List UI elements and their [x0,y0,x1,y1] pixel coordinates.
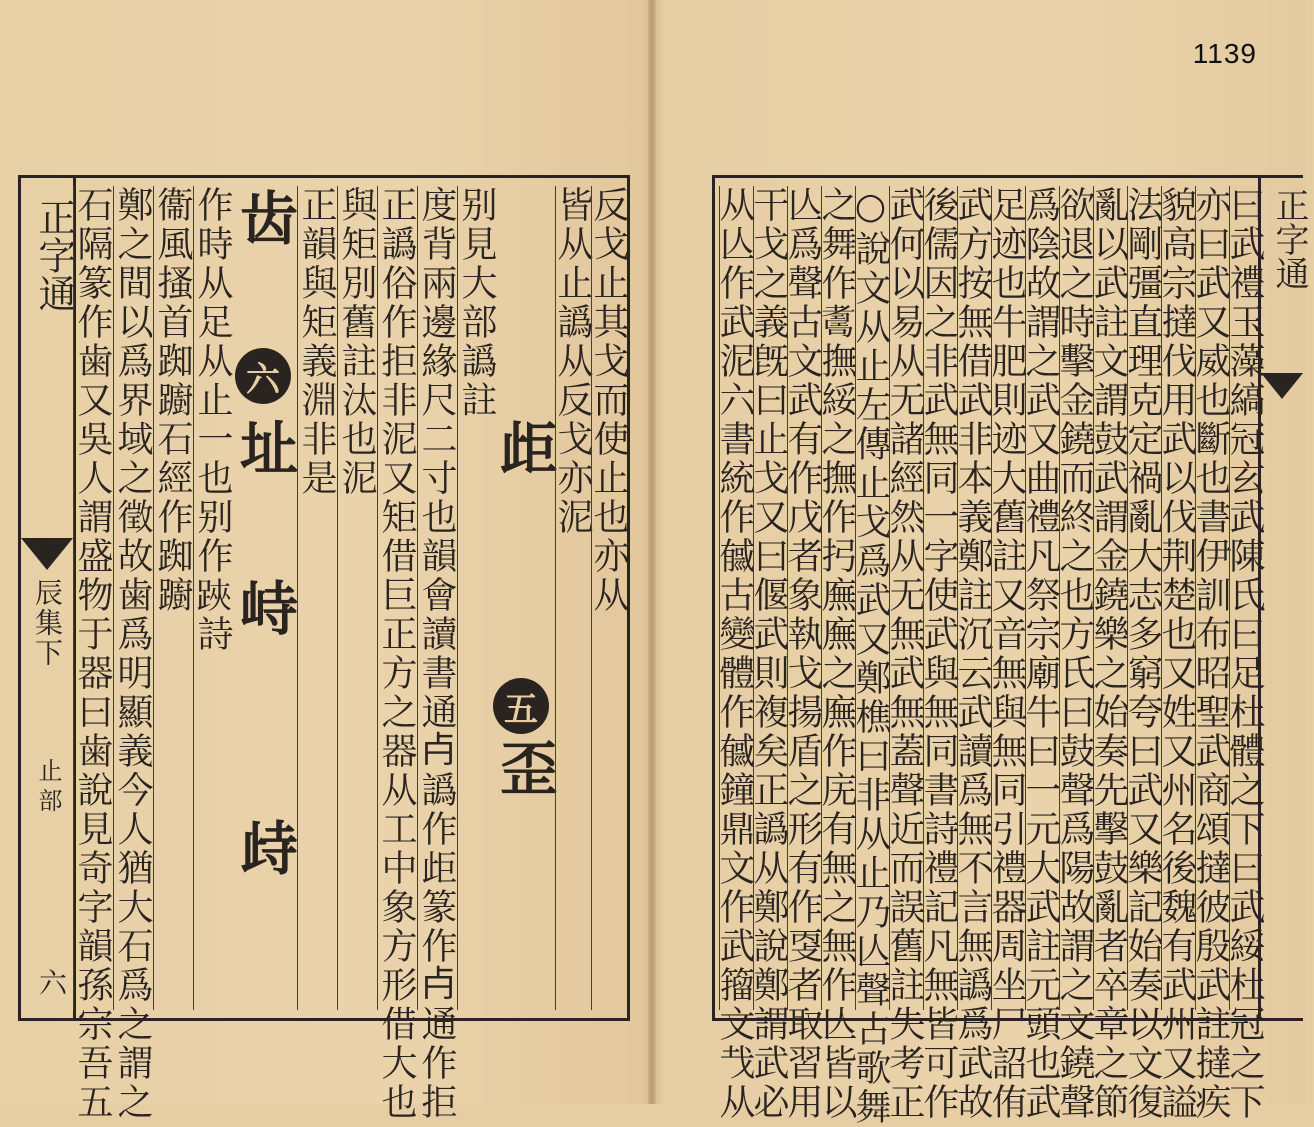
text-column: ○說文从止左傳止戈爲武又鄭樵曰非从止乃亾聲古歌舞 [850,186,891,1127]
headword: 歭 [230,818,298,886]
text-column: 干戈之義旣曰止戈又曰偃武則複矣正譌从鄭說鄭謂武必 [748,186,789,1122]
left-page-margin [21,178,76,1018]
headword: 齿 [230,188,298,256]
left-margin-folio: 六 [35,968,68,996]
text-column: 法剛彊直理克定禍亂大志多窮夸曰武又樂記始奏以文復 [1122,186,1163,1122]
left-page-frame [18,175,630,1122]
text-column: 之舞作𦓃撫綏之撫作㧈廡廡之廡作庑有無之無作亾皆以 [816,186,857,1122]
text-column: 石隔篆作歯又吳人謂盛物于器曰歯說見奇字韻孫宗吾五 [72,186,113,1122]
right-page-margin [1258,178,1309,1018]
text-column: 正韻與矩義淵非是 [297,186,334,1010]
fishtail-mark [1261,373,1303,399]
text-column: 足迹也牛肥則迹大舊註又音無與無同引禮器周坐尸詔侑 [986,186,1027,1122]
text-column: 爲陰故謂之武又曲禮凡祭宗廟牛曰一元大武註元頭也武 [1020,186,1061,1122]
text-column: 度背兩邊緣尺二寸也韻會讀書通𣦵譌作歫篆作𣦵通作拒 [416,186,457,1122]
text-column: 皆从止譌从反戈亦泥 [555,186,590,1010]
text-column: 欲退之時擊金鐃而終之也方氏曰鼓聲爲陽故謂之文鐃聲 [1054,186,1095,1122]
page-number: 1139 [1192,38,1257,69]
text-column: 别見大部譌註 [457,186,494,1010]
text-column: 曰武禮玉藻縞冠玄武陳氏曰足杜體之下曰武綏杜冠之下 [1224,186,1265,1122]
left-margin-part: 止部 [34,758,62,818]
book-gutter [648,0,656,1104]
text-column: 亦曰武又威也斷也書伊訓布昭聖武商頌撻彼殷武註撻疾 [1190,186,1231,1122]
section-circle-mark: 五 [493,678,549,734]
text-column: 武何以易从无諸經然从无無武無蓋聲近而誤舊註失考正 [884,186,925,1122]
left-margin-title: 正字通 [32,198,76,312]
text-column: 亂以武註文謂鼓武謂金鐃樂之始奏先擊鼓亂者卒章之節 [1088,186,1129,1122]
fishtail-mark [21,538,73,570]
text-column: 反戈止其戈而使止也亦从 [591,186,626,1010]
headword: 歪 [490,738,558,806]
text-column: 貌高宗撻伐用武以伐荆楚也又姓又州名後魏有武州又謚 [1156,186,1197,1122]
text-column: 从亾作武泥六書統作㦽古變體作㦽鐘鼎文作武籀文𢦏从 [714,186,755,1122]
headword: 峙 [230,578,298,646]
text-column: 與矩別舊註汰也泥 [337,186,374,1010]
text-column: 正譌俗作拒非泥又矩借巨正方之器从工中象方形借大也 [376,186,417,1122]
right-margin-title: 正字通 [1269,188,1309,290]
text-column: 鄭之間以爲界域之徵故歯爲明顯義今人猶大石爲之謂之 [112,186,153,1122]
section-circle-mark: 六 [235,348,291,404]
text-column: 亾爲聲古文武有作戊者象執戈揚盾之形有作㪅者取習用 [782,186,823,1122]
left-margin-section: 辰集下 [31,578,64,668]
right-page-frame [712,175,1309,1127]
headword: 歫 [490,418,558,486]
text-column: 作時从足从止一也别作𨁂詩 [193,186,230,1010]
headword: 址 [230,418,298,486]
text-column: 衞風搔首踟躕石經作踟躕 [153,186,190,1010]
text-column: 武方按無借武非本義鄭註沉云武讀爲無不言無譌爲武故 [952,186,993,1122]
text-column: 後儒因之非武無同一字使武與無同書詩禮記凡無皆可作 [918,186,959,1122]
